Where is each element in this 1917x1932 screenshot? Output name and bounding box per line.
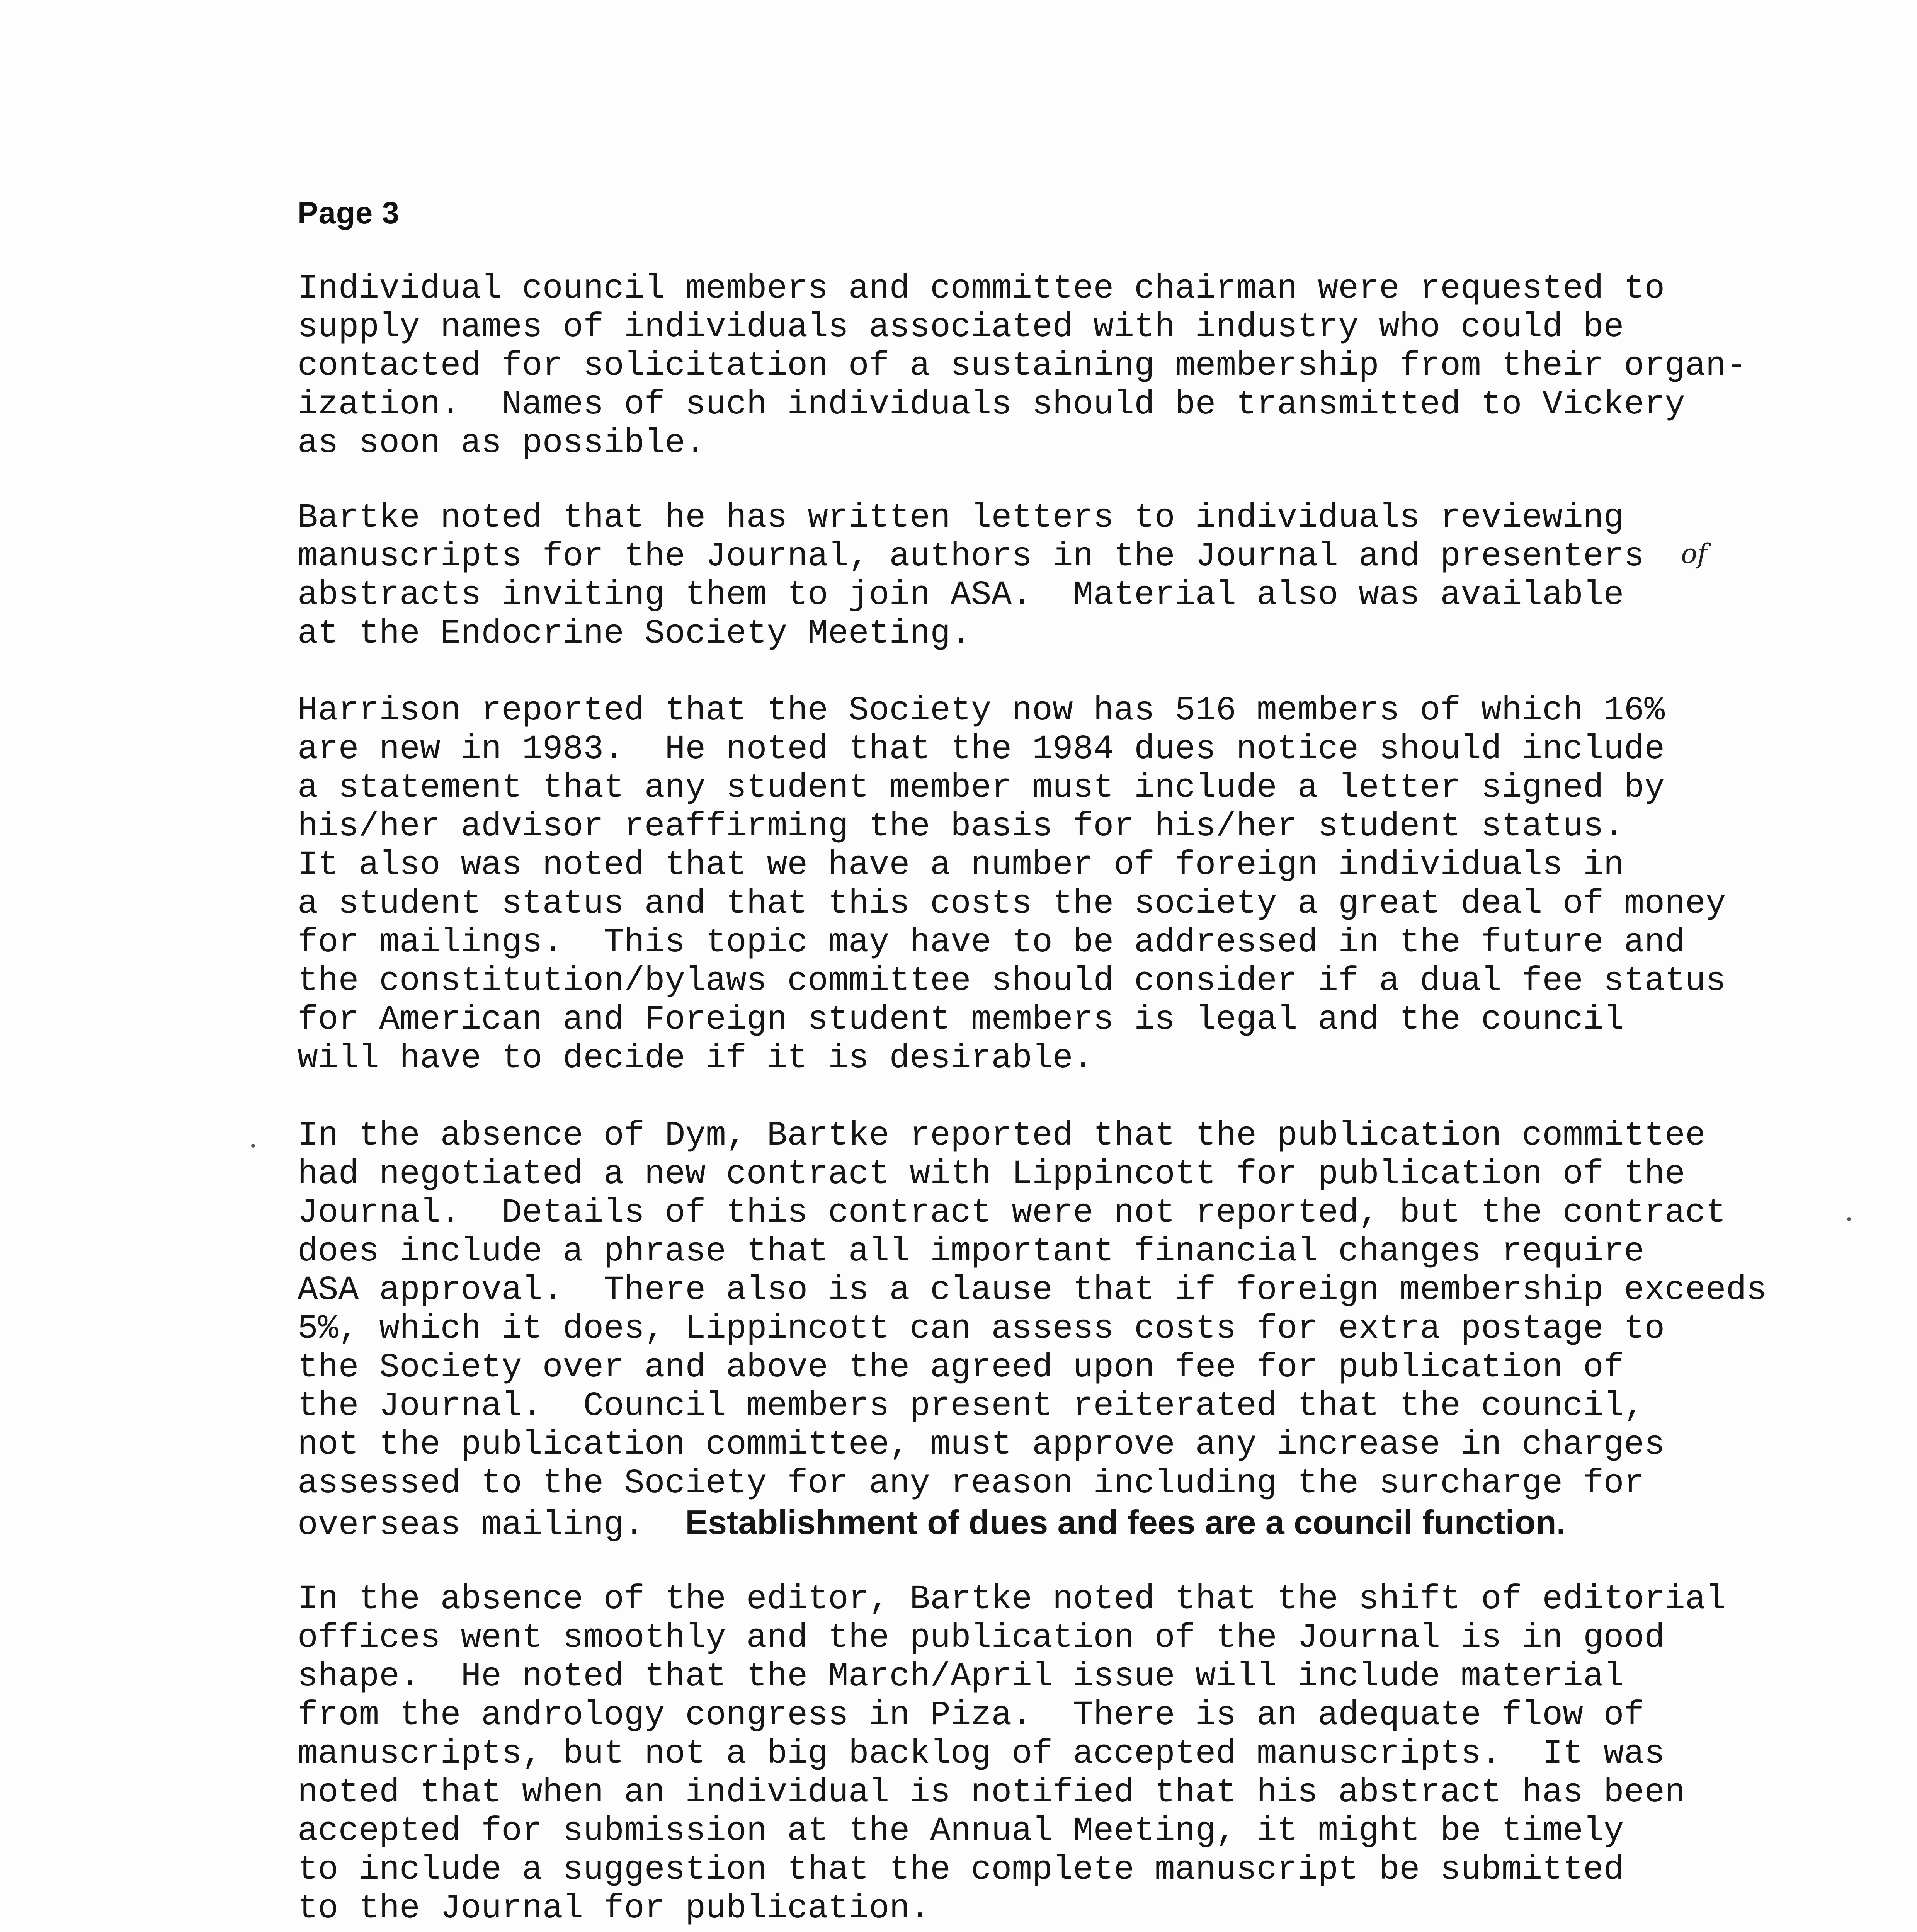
text-line: manuscripts, but not a big backlog of accepted manuscripts. It was <box>298 1735 1665 1773</box>
text-line: In the absence of Dym, Bartke reported that the publication committee <box>298 1117 1706 1155</box>
text-line: Individual council members and committee chairman were requested to <box>298 270 1665 308</box>
paragraph-harrison-membership <box>298 692 1726 1078</box>
text-line: shape. He noted that the March/April issue will include material <box>298 1658 1624 1696</box>
page-label: Page 3 <box>298 196 400 230</box>
paragraph-bartke-letters <box>298 499 1681 653</box>
scan-speck <box>251 1144 255 1148</box>
text-line: a student status and that this costs the society a great deal of money <box>298 885 1726 923</box>
text-line: does include a phrase that all important financial changes require <box>298 1233 1645 1271</box>
text-line: In the absence of the editor, Bartke noted that the shift of editorial <box>298 1580 1726 1619</box>
text-line: as soon as possible. <box>298 424 706 463</box>
text-line: at the Endocrine Society Meeting. <box>298 615 971 653</box>
text-line: a statement that any student member must include a letter signed by <box>298 769 1665 807</box>
text-line: for American and Foreign student members is legal and the council <box>298 1001 1624 1039</box>
emphasized-text: Establishment of dues and fees are a council function. <box>685 1503 1566 1541</box>
text-line: the Journal. Council members present reiterated that the council, <box>298 1387 1645 1425</box>
text-line: had negotiated a new contract with Lippincott for publication of the <box>298 1155 1685 1194</box>
paragraph-council-members <box>298 270 1747 463</box>
text-line: accepted for submission at the Annual Meeting, it might be timely <box>298 1812 1624 1850</box>
text-line: manuscripts for the Journal, authors in the Journal and presenters <box>298 537 1645 576</box>
text-line: supply names of individuals associated with industry who could be <box>298 308 1624 347</box>
text-line: are new in 1983. He noted that the 1984 dues notice should include <box>298 730 1665 769</box>
scan-speck <box>1847 1217 1851 1221</box>
handwritten-insertion: of <box>1681 538 1708 570</box>
text-line: the Society over and above the agreed upon fee for publication of <box>298 1349 1624 1387</box>
text-line: from the andrology congress in Piza. There is an adequate flow of <box>298 1696 1645 1735</box>
text-line: will have to decide if it is desirable. <box>298 1039 1094 1078</box>
text-line: to include a suggestion that the complete manuscript be submitted <box>298 1851 1624 1889</box>
text-line: overseas mailing. <box>298 1506 685 1544</box>
text-line: noted that when an individual is notified that his abstract has been <box>298 1774 1685 1812</box>
text-line: the constitution/bylaws committee should consider if a dual fee status <box>298 962 1726 1000</box>
paragraph-publication-contract <box>298 1117 1767 1545</box>
text-line: 5%, which it does, Lippincott can assess costs for extra postage to <box>298 1310 1665 1348</box>
text-line: abstracts inviting them to join ASA. Material also was available <box>298 576 1624 614</box>
text-line: ASA approval. There also is a clause that if foreign membership exceeds <box>298 1271 1767 1310</box>
text-line: his/her advisor reaffirming the basis for his/her student status. <box>298 808 1624 846</box>
text-line: not the publication committee, must approve any increase in charges <box>298 1426 1665 1464</box>
text-line: for mailings. This topic may have to be addressed in the future and <box>298 923 1685 962</box>
text-line: to the Journal for publication. <box>298 1889 930 1928</box>
text-line: offices went smoothly and the publication of the Journal is in good <box>298 1619 1665 1657</box>
text-line: Harrison reported that the Society now has 516 members of which 16% <box>298 692 1665 730</box>
text-line: Bartke noted that he has written letters to individuals reviewing <box>298 499 1624 537</box>
text-line: contacted for solicitation of a sustaining membership from their organ- <box>298 347 1747 385</box>
text-line: assessed to the Society for any reason including the surcharge for <box>298 1464 1645 1503</box>
text-line: Journal. Details of this contract were not reported, but the contract <box>298 1194 1726 1232</box>
text-line: ization. Names of such individuals should be transmitted to Vickery <box>298 386 1685 424</box>
text-line: It also was noted that we have a number of foreign individuals in <box>298 846 1624 884</box>
paragraph-editorial-offices <box>298 1580 1726 1928</box>
